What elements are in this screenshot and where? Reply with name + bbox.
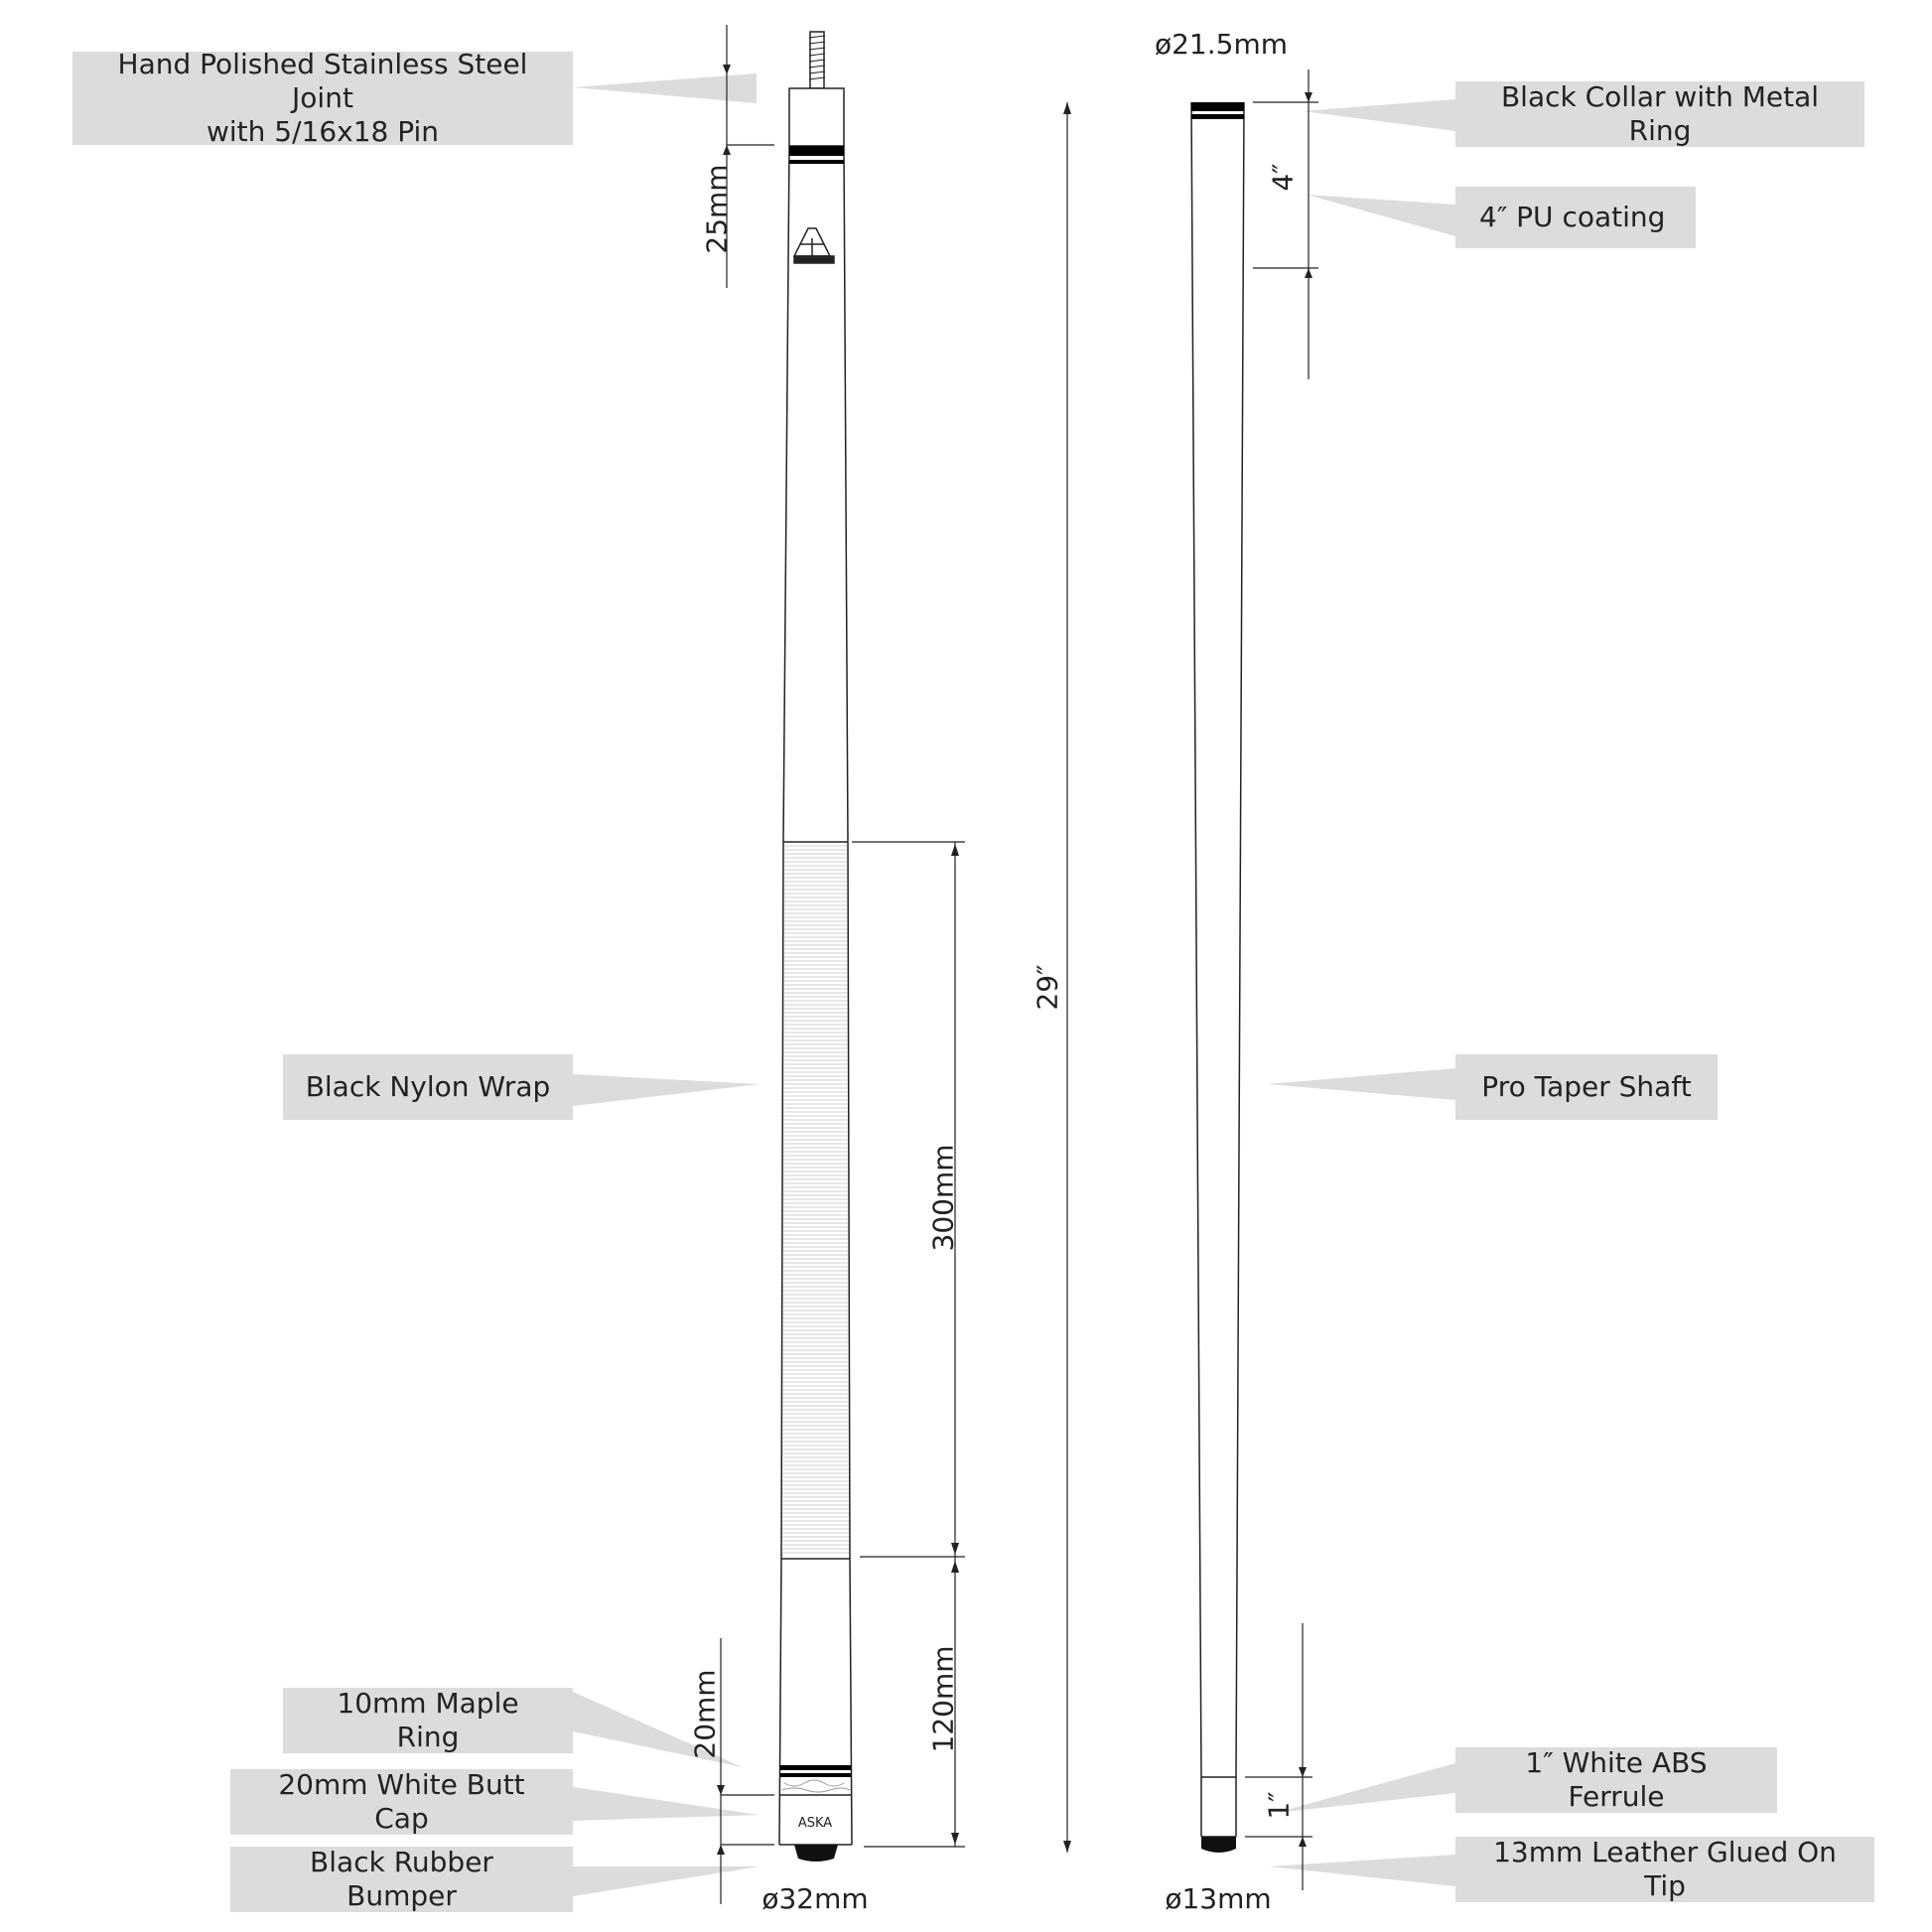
callout-joint-line1: Hand Polished Stainless Steel Joint <box>117 48 528 114</box>
joint-collar <box>789 88 844 146</box>
callout-pu-coating-text: 4″ PU coating <box>1479 201 1666 233</box>
callout-pu-coating <box>1455 187 1696 248</box>
shaft-collar-thin-ring <box>1191 114 1244 119</box>
dim-overall-length: 29″ <box>1031 964 1064 1011</box>
callout-nylon-wrap <box>283 1054 573 1120</box>
callout-butt-cap-text: 20mm White Butt Cap <box>278 1768 525 1835</box>
nylon-wrap-texture <box>782 846 849 1553</box>
butt-right-edge <box>844 146 852 1845</box>
callout-joint <box>72 48 573 148</box>
dim-butt-diameter: ø32mm <box>761 1882 869 1915</box>
butt-outline <box>779 32 852 1845</box>
dim-lower-length: 120mm <box>926 1645 960 1753</box>
callout-bumper <box>230 1847 573 1912</box>
pointer-bumper <box>573 1866 759 1896</box>
butt-logo-icon <box>794 228 834 263</box>
butt-left-edge <box>779 146 789 1845</box>
callout-maple-ring-text: 10mm Maple Ring <box>337 1687 519 1753</box>
callout-collar-text: Black Collar with Metal Ring <box>1500 80 1820 147</box>
dim-tip-diameter: ø13mm <box>1165 1882 1272 1915</box>
callout-collar <box>1455 81 1864 147</box>
callout-pro-taper <box>1455 1054 1718 1120</box>
callout-maple-ring <box>283 1688 573 1753</box>
dim-cap-length: 20mm <box>688 1669 722 1759</box>
dim-collar-length: 4″ <box>1266 163 1300 192</box>
pointer-pro-taper <box>1267 1068 1455 1100</box>
callout-tip <box>1455 1837 1874 1902</box>
rubber-bumper <box>794 1845 838 1862</box>
callout-nylon-wrap-text: Black Nylon Wrap <box>305 1070 551 1103</box>
callout-ferrule <box>1455 1747 1777 1813</box>
leather-tip <box>1201 1837 1236 1853</box>
callout-joint-line2: with 5/16x18 Pin <box>206 115 440 148</box>
shaft-outline <box>1191 102 1244 1837</box>
shaft-left-edge <box>1191 102 1201 1837</box>
pointer-collar <box>1303 99 1455 131</box>
pointer-joint <box>573 73 757 103</box>
dim-joint-length: 25mm <box>700 164 734 254</box>
pointer-pu <box>1307 195 1455 236</box>
callout-tip-text: 13mm Leather Glued On Tip <box>1493 1836 1837 1902</box>
joint-thin-ring <box>789 160 844 164</box>
butt-brand-text: ASKA <box>797 1816 833 1831</box>
dimension-arrowheads <box>717 65 1312 1855</box>
pointer-butt-cap <box>573 1787 759 1821</box>
callout-butt-cap <box>230 1769 573 1835</box>
dim-ferrule-length: 1″ <box>1262 1791 1296 1820</box>
shaft-collar-ring <box>1191 102 1244 111</box>
callout-pro-taper-text: Pro Taper Shaft <box>1481 1070 1692 1103</box>
pointer-tip <box>1269 1855 1455 1886</box>
callout-bumper-text: Black Rubber Bumper <box>310 1846 493 1912</box>
shaft-right-edge <box>1236 102 1244 1837</box>
joint-black-ring <box>789 146 844 156</box>
pointer-wrap <box>573 1074 759 1106</box>
callout-pointers <box>573 73 1455 1896</box>
dim-joint-diameter: ø21.5mm <box>1154 28 1289 61</box>
dim-wrap-length: 300mm <box>926 1144 960 1252</box>
maple-ring <box>780 1765 851 1792</box>
callout-ferrule-text: 1″ White ABS Ferrule <box>1525 1746 1708 1813</box>
